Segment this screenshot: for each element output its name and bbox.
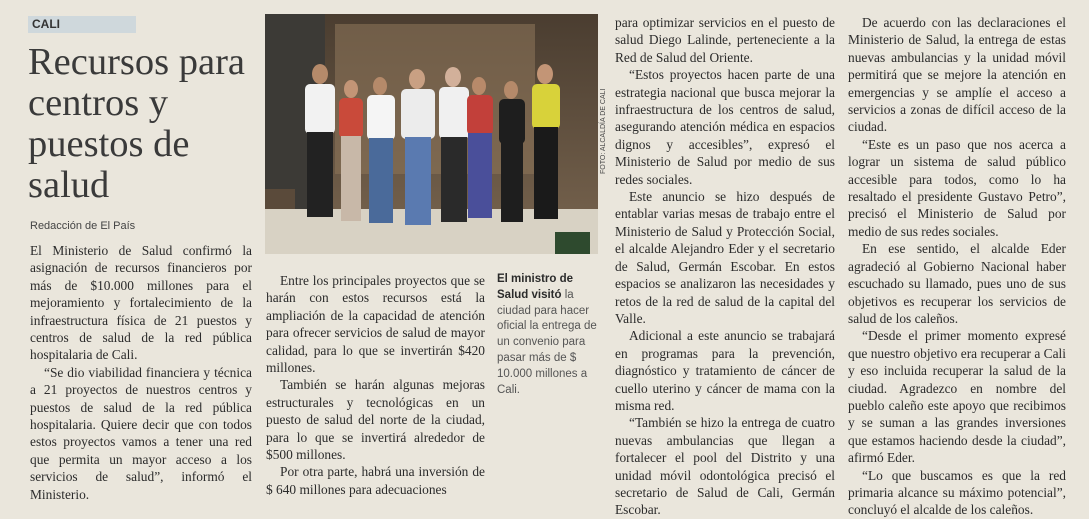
caption-lead: El ministro de Salud visitó (497, 273, 574, 301)
paragraph: “Lo que buscamos es que la red primaria alcance su máximo potencial”, concluyó el alcalde de los caleños. (848, 467, 1066, 518)
byline: Redacción de El País (30, 220, 136, 232)
paragraph: para optimizar servicios en el puesto de salud Diego Lalinde, perteneciente a la Red de Salud del Oriente. (615, 15, 835, 65)
column-3 (615, 14, 835, 519)
paragraph: En ese sentido, el alcalde Eder agradeció al Gobierno Nacional haber escuchado su llamado, pues uno de sus objetivos es recuperar los servicios de salud de los caleños. (848, 241, 1066, 326)
paragraph: Adicional a este anuncio se trabajará en programas para la prevención, diagnóstico y tratamiento de cáncer de cuello uterino y cáncer de mama con la misma red. (615, 328, 835, 413)
group-photo-image (265, 14, 598, 254)
paragraph: También se harán algunas mejoras estructurales y tecnológicas en un puesto de salud del norte de la ciudad, para lo que se invertirá alrededor de $500 millones. (266, 377, 485, 463)
headline: Recursos para centros y puestos de salud (28, 41, 246, 206)
paragraph: “Estos proyectos hacen parte de una estrategia nacional que busca mejorar la infraestructura de los centros de salud, asegurando atención médica en espacios dignos y accesibles”, expresó el Ministerio de Salud por medio de sus redes sociales. (615, 67, 835, 187)
news-photo (265, 14, 598, 254)
photo-caption (497, 272, 600, 398)
paragraph: “Se dio viabilidad financiera y técnica a 21 proyectos de nuestros centros y puestos de salud de la red pública hospitalaria. Quiere decir que con todos estos proyectos vamos a tener una red que permita un mayor acceso a los servicios de salud”, informó el Ministerio. (30, 364, 252, 502)
paragraph: El Ministerio de Salud confirmó la asignación de recursos financieros por más de $10.000 millones para el mejoramiento y fortalecimiento de la infraestructura física de 21 puestos y centros de salud de la red pública hospitalaria de Cali. (30, 243, 252, 363)
paragraph: “Este es un paso que nos acerca a lograr un sistema de salud público accesible para todos, como lo ha resaltado el presidente Gustavo Petro”, precisó el Ministerio de Salud por medio de sus redes sociales. (848, 136, 1066, 239)
paragraph: Por otra parte, habrá una inversión de $ 640 millones para adecuaciones (266, 464, 485, 497)
section-tag: CALI (28, 16, 136, 33)
paragraph: Este anuncio se hizo después de entablar varias mesas de trabajo entre el Ministerio de Salud y Protección Social, el alcalde Alejandro Eder y el secretario de Salud, Germán Escobar. En estos espacios se analizaron las necesidades y retos de la red de salud de la capital del Valle. (615, 189, 835, 326)
column-1 (30, 242, 252, 503)
photo-credit: FOTO: ALCALDÍA DE CALI (600, 88, 607, 174)
paragraph: Entre los principales proyectos que se harán con estos recursos está la ampliación de la capacidad de atención para ofrecer servicios de salud de mayor calidad, para lo que se invertirán $420 millones. (266, 273, 485, 376)
paragraph: “También se hizo la entrega de cuatro nuevas ambulancias que llegan a fortalecer el pool del Distrito y una unidad móvil odontológica precisó el secretario de Salud de Cali, Germán Escobar. (615, 415, 835, 518)
paragraph: De acuerdo con las declaraciones el Ministerio de Salud, la entrega de estas nuevas ambulancias y la unidad móvil permitirá que se mejore la atención en emergencias y se amplíe el acceso a servicios a zonas de difícil acceso de la ciudad. (848, 15, 1066, 135)
column-4 (848, 14, 1066, 519)
caption-text: la ciudad para hacer oficial la entrega de un convenio para pasar más de $ 10.000 millones a Cali. (497, 288, 597, 396)
column-2 (266, 272, 485, 498)
paragraph: “Desde el primer momento expresé que nuestro objetivo era recuperar a Cali y eso incluida recuperar la salud de la ciudad. Agradezco en nombre del pueblo caleño este apoyo que recibimos y se suman a las grandes inversiones que estamos haciendo desde la ciudad”, afirmó Eder. (848, 328, 1066, 466)
